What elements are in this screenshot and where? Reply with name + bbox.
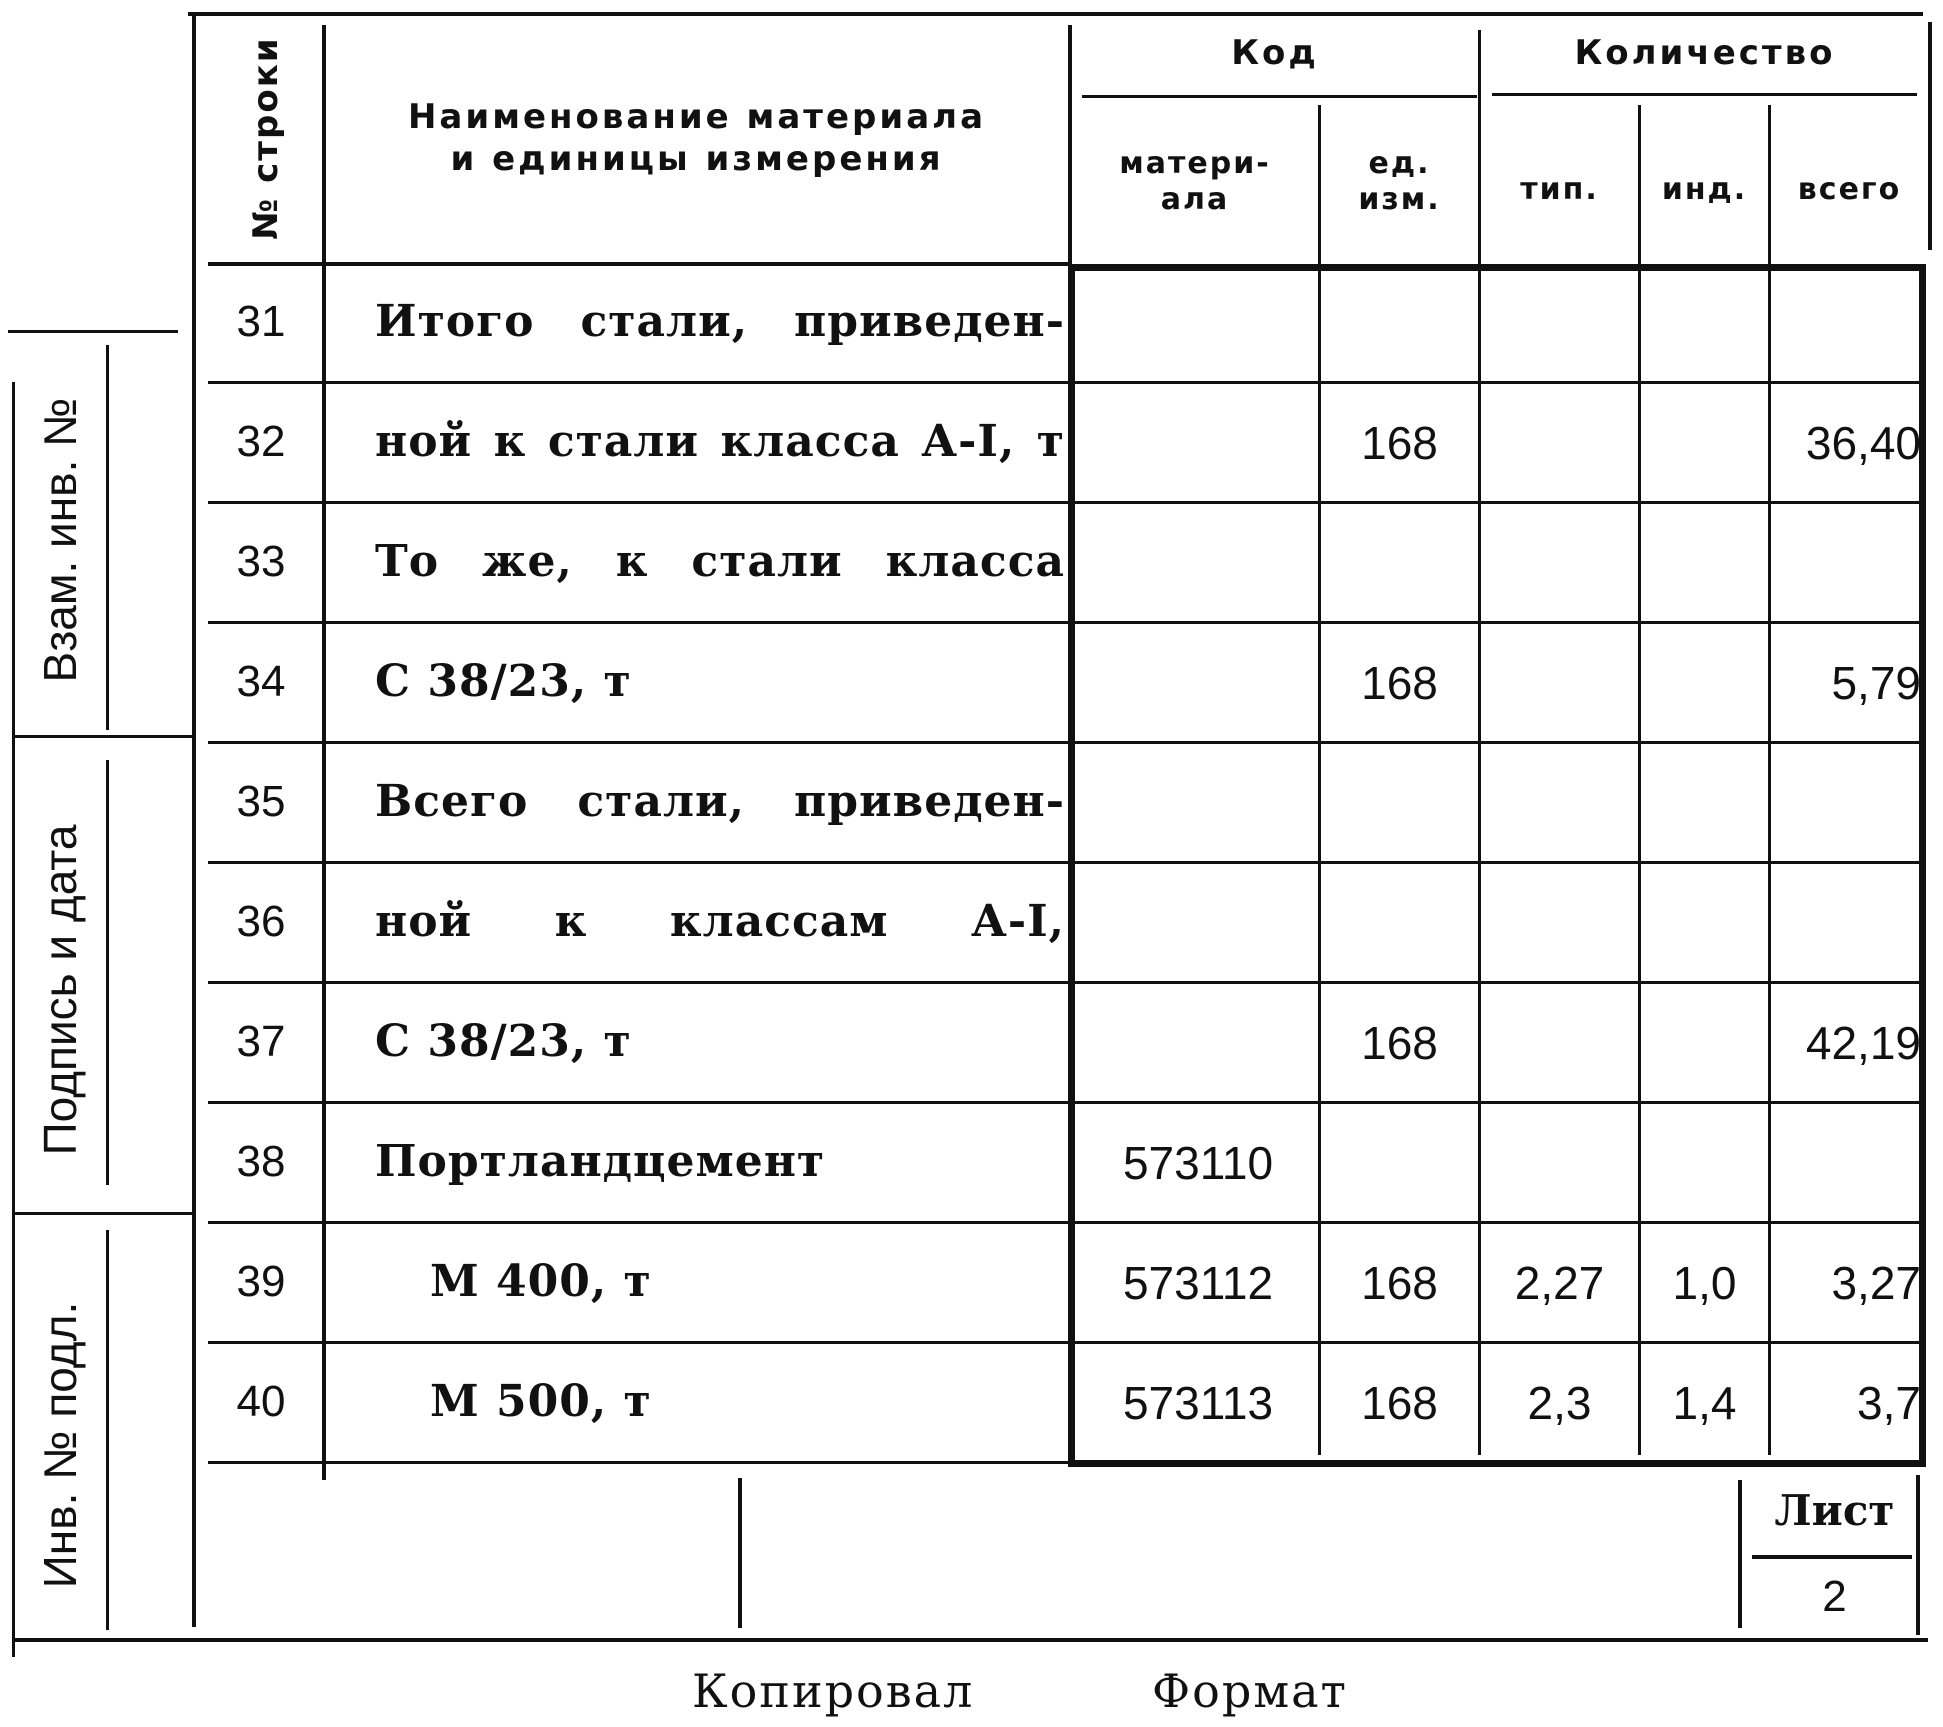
material-name: М 500, т (430, 1376, 652, 1427)
row-number: 35 (236, 777, 286, 826)
material-code-header-line2: ала (1160, 182, 1230, 217)
replacement-inventory-label: Взам. инв. № (34, 397, 86, 683)
format-label: Формат (1152, 1664, 1348, 1718)
unit-code-header-line1: ед. (1368, 146, 1431, 181)
total-quantity: 42,19 (1805, 1017, 1921, 1069)
sheet-number: 2 (1822, 1572, 1847, 1621)
material-code: 573113 (1122, 1377, 1274, 1429)
unit-code-header-line2: изм. (1358, 182, 1441, 217)
header-bottom-line (208, 262, 1072, 266)
material-code-header-line1: матери- (1119, 146, 1271, 181)
row-number: 40 (236, 1377, 286, 1426)
unit-code: 168 (1361, 1257, 1438, 1309)
frame-top (188, 12, 1923, 16)
total-quantity: 5,79 (1831, 657, 1921, 709)
individual-qty-header: инд. (1661, 172, 1748, 207)
material-code: 573110 (1122, 1137, 1274, 1189)
material-name: То же, к стали класса (375, 536, 1065, 587)
individual-quantity: 1,4 (1672, 1377, 1737, 1429)
margin-sep-1 (12, 735, 194, 738)
row-number: 34 (236, 657, 286, 706)
row-line-7 (208, 1101, 1920, 1104)
stamp-sep-1 (738, 1478, 742, 1628)
row-line-4 (208, 741, 1920, 744)
unit-code: 168 (1361, 1377, 1438, 1429)
row-number: 33 (236, 537, 286, 586)
signature-date-label: Подпись и дата (34, 824, 86, 1156)
stamp-sheet-underline (1752, 1555, 1912, 1559)
row-line-5 (208, 861, 1920, 864)
margin-top-tick (8, 330, 178, 333)
row-number-header: № строки (246, 36, 286, 240)
original-inventory-label: Инв. № подл. (34, 1301, 86, 1589)
total-quantity: 36,40 (1805, 417, 1921, 469)
material-name: ной к классам А-I, (375, 896, 1065, 947)
unit-code: 168 (1361, 417, 1438, 469)
total-quantity: 3,7 (1857, 1377, 1921, 1429)
frame-right-header (1928, 22, 1932, 250)
frame-bottom (12, 1638, 1928, 1642)
code-header: Код (1231, 33, 1319, 73)
quantity-header: Количество (1574, 33, 1836, 73)
name-header-line1: Наименование материала (407, 97, 987, 137)
material-name: Портландцемент (375, 1136, 826, 1187)
unit-code: 168 (1361, 1017, 1438, 1069)
margin-divider-1 (106, 345, 109, 730)
material-name: С 38/23, т (375, 656, 632, 707)
row-line-9 (208, 1341, 1920, 1344)
stamp-sep-2 (1738, 1480, 1742, 1628)
row-line-2 (208, 501, 1920, 504)
row-number: 32 (236, 417, 286, 466)
material-name: С 38/23, т (375, 1016, 632, 1067)
row-line-10 (208, 1461, 1078, 1464)
code-underline (1082, 95, 1477, 98)
margin-divider-2 (106, 760, 109, 1185)
material-name: М 400, т (430, 1256, 652, 1307)
total-quantity: 3,27 (1831, 1257, 1921, 1309)
material-name: Всего стали, приведен- (375, 776, 1065, 827)
row-number: 37 (236, 1017, 286, 1066)
name-header-line2: и единицы измерения (450, 139, 944, 179)
quantity-underline (1492, 93, 1917, 96)
typical-quantity: 2,3 (1527, 1377, 1592, 1429)
material-code: 573112 (1122, 1257, 1274, 1309)
row-line-8 (208, 1221, 1920, 1224)
sheet-label: Лист (1774, 1486, 1895, 1535)
copied-by-label: Копировал (692, 1664, 975, 1718)
row-line-1 (208, 381, 1920, 384)
unit-code: 168 (1361, 657, 1438, 709)
typical-quantity: 2,27 (1514, 1257, 1605, 1309)
row-number: 39 (236, 1257, 286, 1306)
total-qty-header: всего (1797, 172, 1902, 207)
row-line-6 (208, 981, 1920, 984)
row-line-3 (208, 621, 1920, 624)
row-number: 36 (236, 897, 286, 946)
margin-sep-2 (12, 1212, 194, 1215)
row-number: 38 (236, 1137, 286, 1186)
margin-divider-3 (106, 1230, 109, 1630)
material-name: Итого стали, приведен- (375, 296, 1065, 347)
typical-qty-header: тип. (1520, 172, 1599, 207)
material-name: ной к стали класса А-I, т (375, 416, 1065, 467)
individual-quantity: 1,0 (1672, 1257, 1737, 1309)
margin-left-border (12, 382, 15, 1657)
row-number: 31 (236, 297, 286, 346)
